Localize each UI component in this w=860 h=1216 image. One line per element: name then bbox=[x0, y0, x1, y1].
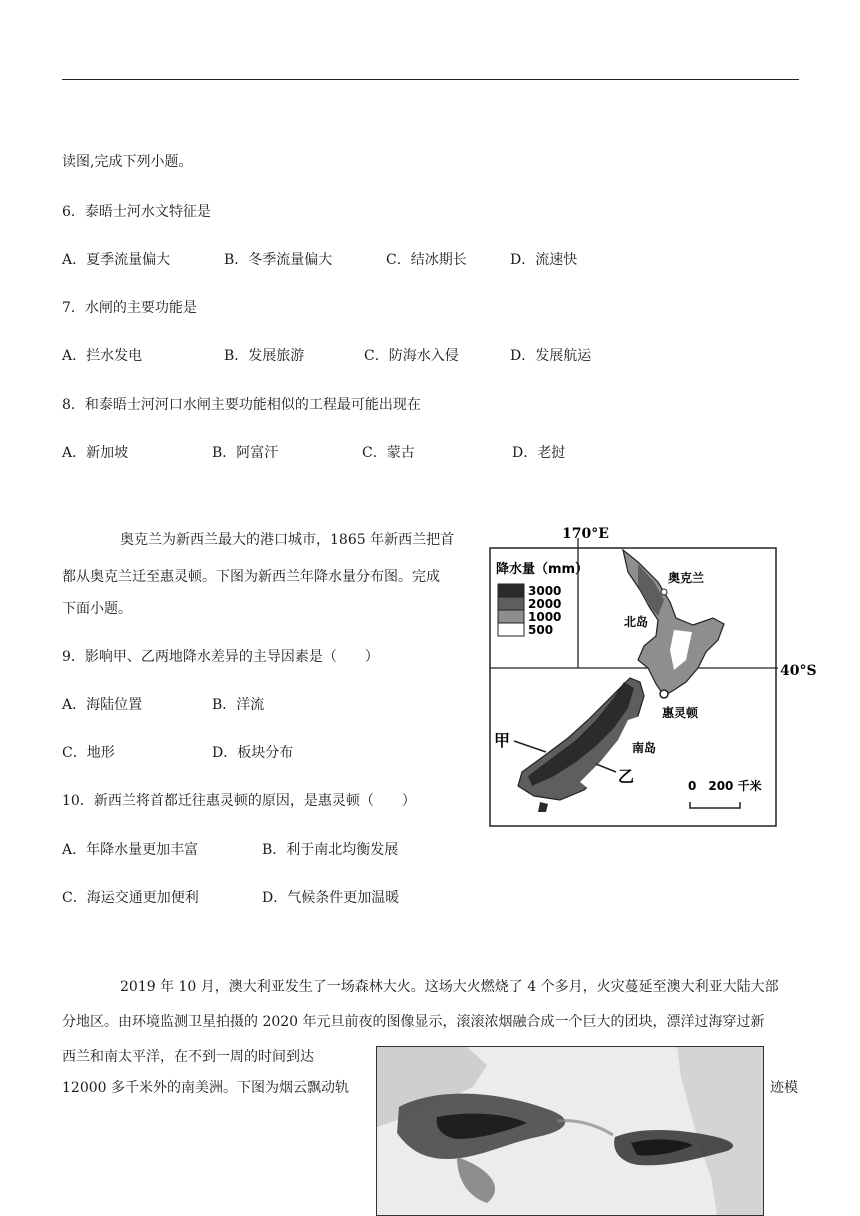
passage2-line1: 奥克兰为新西兰最大的港口城市，1865 年新西兰把首 bbox=[120, 532, 455, 548]
wellington-marker bbox=[660, 690, 668, 698]
label-auckland: 奥克兰 bbox=[668, 571, 705, 585]
q8-stem: 8．和泰晤士河河口水闸主要功能相似的工程最可能出现在 bbox=[62, 397, 421, 413]
q6-option-d[interactable]: D．流速快 bbox=[510, 252, 578, 268]
q6-stem: 6．泰晤士河水文特征是 bbox=[62, 204, 211, 220]
q10-option-b[interactable]: B．利于南北均衡发展 bbox=[262, 842, 399, 858]
auckland-marker bbox=[661, 589, 667, 595]
q9-option-c[interactable]: C．地形 bbox=[62, 745, 115, 761]
passage3-line2: 分地区。由环境监测卫星拍摄的 2020 年元旦前夜的图像显示，滚滚浓烟融合成一个巨大的团块，漂洋过海穿过新 bbox=[62, 1014, 765, 1030]
passage3-line4a: 12000 多千米外的南美洲。下图为烟云飘动轨 bbox=[62, 1080, 349, 1096]
longitude-label: 170°E bbox=[562, 526, 609, 542]
label-jia: 甲 bbox=[494, 731, 511, 750]
q7-option-d[interactable]: D．发展航运 bbox=[510, 348, 592, 364]
scale-label: 0 200 千米 bbox=[688, 779, 762, 793]
q9-option-a[interactable]: A．海陆位置 bbox=[62, 697, 143, 713]
q8-option-c[interactable]: C．蒙古 bbox=[362, 445, 415, 461]
q10-option-c[interactable]: C．海运交通更加便利 bbox=[62, 890, 199, 906]
q7-option-b[interactable]: B．发展旅游 bbox=[224, 348, 305, 364]
legend-swatch-1000 bbox=[498, 610, 524, 623]
legend-swatch-500 bbox=[498, 623, 524, 636]
smoke-trajectory-image bbox=[376, 1046, 764, 1216]
legend-label-3000: 3000 bbox=[528, 584, 562, 598]
q6-option-a[interactable]: A．夏季流量偏大 bbox=[62, 252, 171, 268]
q10-option-a[interactable]: A．年降水量更加丰富 bbox=[62, 842, 199, 858]
passage3-line3: 西兰和南太平洋，在不到一周的时间到达 bbox=[62, 1049, 314, 1065]
latitude-label: 40°S bbox=[780, 663, 817, 679]
header-rule bbox=[62, 79, 799, 80]
label-wellington: 惠灵顿 bbox=[662, 706, 699, 720]
passage3-line1: 2019 年 10 月，澳大利亚发生了一场森林大火。这场大火燃烧了 4 个多月，火灾蔓延至澳大利亚大陆大部 bbox=[120, 979, 779, 995]
q9-option-d[interactable]: D．板块分布 bbox=[212, 745, 294, 761]
q8-option-b[interactable]: B．阿富汗 bbox=[212, 445, 279, 461]
legend-swatch-2000 bbox=[498, 597, 524, 610]
label-yi: 乙 bbox=[618, 767, 635, 786]
label-south-island: 南岛 bbox=[632, 741, 657, 755]
q10-stem: 10．新西兰将首都迁往惠灵顿的原因，是惠灵顿（ ） bbox=[62, 793, 416, 809]
nz-precipitation-map bbox=[488, 520, 818, 828]
q9-stem: 9．影响甲、乙两地降水差异的主导因素是（ ） bbox=[62, 649, 379, 665]
q9-option-b[interactable]: B．洋流 bbox=[212, 697, 265, 713]
q8-option-a[interactable]: A．新加坡 bbox=[62, 445, 129, 461]
q7-stem: 7．水闸的主要功能是 bbox=[62, 300, 197, 316]
legend-label-500: 500 bbox=[528, 623, 554, 637]
q7-option-a[interactable]: A．拦水发电 bbox=[62, 348, 143, 364]
passage2-line2: 都从奥克兰迁至惠灵顿。下图为新西兰年降水量分布图。完成 bbox=[62, 569, 440, 585]
label-north-island: 北岛 bbox=[624, 615, 649, 629]
legend-swatch-3000 bbox=[498, 584, 524, 597]
legend-label-2000: 2000 bbox=[528, 597, 562, 611]
passage2-line3: 下面小题。 bbox=[62, 601, 132, 617]
passage3-line4b: 迹模 bbox=[770, 1080, 798, 1096]
q8-option-d[interactable]: D．老挝 bbox=[512, 445, 566, 461]
intro-text: 读图,完成下列小题。 bbox=[62, 154, 193, 170]
legend-title: 降水量（mm） bbox=[496, 562, 589, 577]
q10-option-d[interactable]: D．气候条件更加温暖 bbox=[262, 890, 400, 906]
legend-label-1000: 1000 bbox=[528, 610, 562, 624]
q6-option-b[interactable]: B．冬季流量偏大 bbox=[224, 252, 333, 268]
q6-option-c[interactable]: C．结冰期长 bbox=[386, 252, 467, 268]
q7-option-c[interactable]: C．防海水入侵 bbox=[364, 348, 459, 364]
